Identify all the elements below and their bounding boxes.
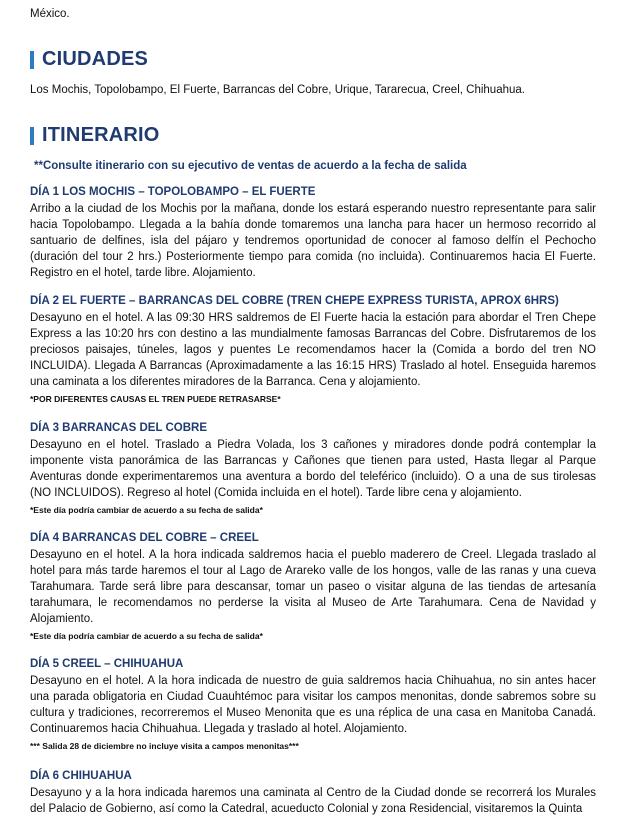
day-description: Desayuno en el hotel. A las 09:30 HRS saldremos de El Fuerte hacia la estación para abordar el Tren Chepe Express a las 10:20 hrs con destino a las mundialmente famosas Barrancas del Cobre. Disfrutaremos de los preciosos paisajes, túneles, lagos y puentes Le recomendamos hacer la (Comida a bordo del tren NO INCLUIDA). Llegada A Barrancas (Aproximadamente a las 16:15 HRS) Traslado al hotel. Enseguida haremos una caminata a los diferentes miradores de la Barranca. Cena y alojamiento. xyxy=(30,312,596,388)
intro-top-line: México. xyxy=(30,8,70,20)
day-description: Arribo a la ciudad de los Mochis por la mañana, donde los estará esperando nuestro representante para salir hacia Topolobampo. Llegada a la bahía donde tomaremos una lancha para hacer un hermoso recorrido al santuario de delfines, isla del pájaro y tendremos oportunidad de conocer al famoso delfín el Pechocho (duración del tour 2 hrs.) Posteriormente tiempo para comida (no incluida). Continuaremos hacia El Fuerte. Registro en el hotel, tarde libre. Alojamiento. xyxy=(30,203,596,279)
day-6 xyxy=(30,770,596,817)
day-5 xyxy=(30,658,596,751)
heading-accent-bar xyxy=(30,51,34,69)
ciudades-title: CIUDADES xyxy=(42,48,149,70)
day-description: Desayuno y a la hora indicada haremos una caminata al Centro de la Ciudad donde se recorrerá los Murales del Palacio de Gobierno, así como la Catedral, acueducto Colonial y zona Residencial, visitaremos la Quinta xyxy=(30,787,596,815)
itinerario-heading xyxy=(30,124,160,147)
day-note: *POR DIFERENTES CAUSAS EL TREN PUEDE RETRASARSE* xyxy=(30,394,281,404)
day-title: DÍA 4 BARRANCAS DEL COBRE – CREEL xyxy=(30,532,259,544)
day-title: DÍA 1 LOS MOCHIS – TOPOLOBAMPO – EL FUERTE xyxy=(30,186,316,198)
day-title: DÍA 3 BARRANCAS DEL COBRE xyxy=(30,422,207,434)
ciudades-heading xyxy=(30,48,148,71)
day-4 xyxy=(30,532,596,641)
day-title: DÍA 2 EL FUERTE – BARRANCAS DEL COBRE (TREN CHEPE EXPRESS TURISTA, APROX 6HRS) xyxy=(30,295,559,307)
day-note: *Este día podría cambiar de acuerdo a su fecha de salida* xyxy=(30,631,263,641)
day-title: DÍA 6 CHIHUAHUA xyxy=(30,770,132,782)
ciudades-list: Los Mochis, Topolobampo, El Fuerte, Barrancas del Cobre, Urique, Tararecua, Creel, Chihuahua. xyxy=(30,84,525,96)
consult-note: **Consulte itinerario con su ejecutivo de ventas de acuerdo a la fecha de salida xyxy=(34,160,467,172)
day-2 xyxy=(30,295,596,404)
itinerario-title: ITINERARIO xyxy=(42,124,160,146)
day-description: Desayuno en el hotel. A la hora indicada de nuestro de guia saldremos hacia Chihuahua, no sin antes hacer una parada obligatoria en Ciudad Cuauhtémoc para visitar los campos menonitas, donde sabremos sobre su cultura y tradiciones, recorreremos el Museo Menonita que es una réplica de una casa en Manitoba Canadá. Continuaremos hacia Chihuahua. Llegada y traslado al hotel. Alojamiento. xyxy=(30,675,596,735)
day-title: DÍA 5 CREEL – CHIHUAHUA xyxy=(30,658,184,670)
day-description: Desayuno en el hotel. A la hora indicada saldremos hacia el pueblo maderero de Creel. Llegada traslado al hotel para más tarde haremos el tour al Lago de Arareko valle de los hongos, valle de las ranas y una cueva Tarahumara. Tarde será libre para descansar, tomar un paseo o visitar alguna de las tiendas de artesanía tarahumara, le recomendamos no perderse la visita al Museo de Arte Tarahumara. Cena de Navidad y Alojamiento. xyxy=(30,549,596,625)
day-note: *Este día podría cambiar de acuerdo a su fecha de salida* xyxy=(30,505,263,515)
day-description: Desayuno en el hotel. Traslado a Piedra Volada, los 3 cañones y miradores donde podrá contemplar la imponente vista panorámica de las Barrancas y Cañones que tienen para usted, Hasta llegar al Parque Aventuras donde experimentaremos una aventura a bordo del teleférico (incluido). O a una de sus tirolesas (NO INCLUIDOS). Regreso al hotel (Comida incluida en el hotel). Tarde libre cena y alojamiento. xyxy=(30,439,596,499)
day-note: *** Salida 28 de diciembre no incluye visita a campos menonitas*** xyxy=(30,741,299,751)
heading-accent-bar xyxy=(30,127,34,145)
day-1 xyxy=(30,186,596,281)
day-3 xyxy=(30,422,596,515)
